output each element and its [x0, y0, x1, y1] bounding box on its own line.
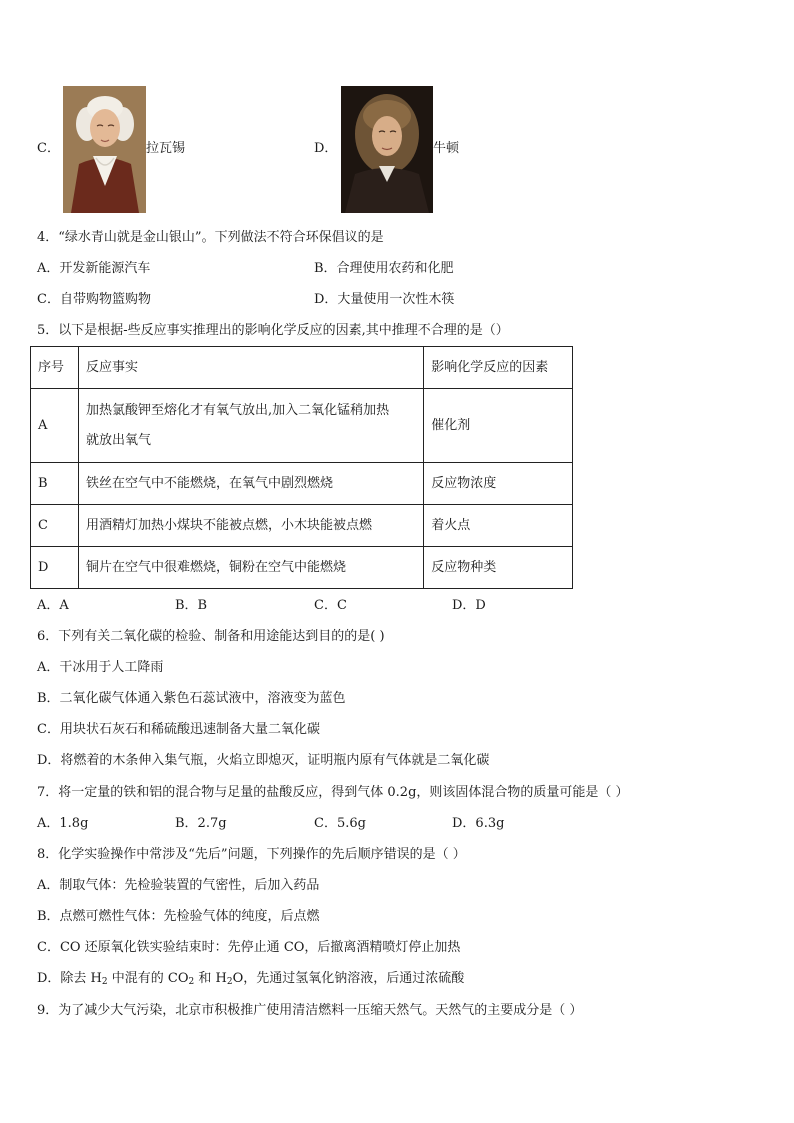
q5-stem: 5．以下是根据-些反应事实推理出的影响化学反应的因素,其中推理不合理的是（）: [37, 323, 509, 338]
row-factor: 催化剂: [424, 389, 573, 463]
row-fact-line1: 加热氯酸钾至熔化才有氧气放出,加入二氧化锰稍加热: [85, 402, 390, 418]
q3-option-d-name: 牛顿: [433, 141, 460, 156]
q7-option-b: B．2.7g: [175, 816, 227, 831]
row-factor: 反应物浓度: [424, 463, 573, 505]
q4-option-c: C．自带购物篮购物: [37, 292, 151, 307]
q9-stem: 9．为了减少大气污染，北京市积极推广使用清洁燃料一压缩天然气。天然气的主要成分是（ ）: [37, 1003, 583, 1018]
q6-option-c: C．用块状石灰石和稀硫酸迅速制备大量二氧化碳: [37, 722, 320, 737]
q4-option-d: D．大量使用一次性木筷: [314, 292, 455, 307]
row-fact: 用酒精灯加热小煤块不能被点燃，小木块能被点燃: [78, 505, 423, 547]
row-id: D: [31, 547, 79, 589]
q8-stem: 8．化学实验操作中常涉及“先后”问题，下列操作的先后顺序错误的是（ ）: [37, 847, 466, 862]
header-factor: 影响化学反应的因素: [424, 347, 573, 389]
q3-option-d-letter: D．: [314, 141, 338, 156]
q3-option-c-letter: C．: [37, 141, 60, 156]
header-fact: 反应事实: [78, 347, 423, 389]
table-header-row: [31, 347, 573, 389]
q8-option-b: B．点燃可燃性气体：先检验气体的纯度，后点燃: [37, 909, 320, 924]
q5-option-d: D．D: [452, 598, 486, 613]
q4-option-a: A．开发新能源汽车: [37, 261, 151, 276]
q7-option-a: A．1.8g: [37, 816, 89, 831]
q4-stem: 4．“绿水青山就是金山银山”。下列做法不符合环保倡议的是: [37, 230, 384, 245]
row-fact: 铜片在空气中很难燃烧，铜粉在空气中能燃烧: [78, 547, 423, 589]
q4-option-b: B．合理使用农药和化肥: [314, 261, 454, 276]
q7-stem: 7．将一定量的铁和铝的混合物与足量的盐酸反应，得到气体 0.2g，则该固体混合物的质量可能是（ ）: [37, 785, 629, 800]
row-id: B: [31, 463, 79, 505]
q8-option-a: A．制取气体：先检验装置的气密性，后加入药品: [37, 878, 320, 893]
lavoisier-portrait: [63, 86, 146, 213]
q5-table: [30, 346, 573, 589]
q7-option-d: D．6.3g: [452, 816, 505, 831]
q8-option-c: C．CO 还原氧化铁实验结束时：先停止通 CO，后撤离酒精喷灯停止加热: [37, 940, 461, 955]
q7-option-c: C．5.6g: [314, 816, 366, 831]
row-factor: 反应物种类: [424, 547, 573, 589]
table-row: [31, 463, 573, 505]
row-fact: 铁丝在空气中不能燃烧，在氧气中剧烈燃烧: [78, 463, 423, 505]
q3-option-c-name: 拉瓦锡: [146, 141, 186, 156]
q5-option-a: A．A: [37, 598, 69, 613]
q5-option-c: C．C: [314, 598, 347, 613]
row-id: A: [31, 389, 79, 463]
q8-option-d: D．除去 $H_2$ 中混有的 $CO_2$ 和 $H_2O$，先通过氢氧化钠溶液，后通过浓硫酸: [37, 971, 465, 987]
row-fact-line2: 就放出氧气: [85, 432, 151, 448]
q5-option-b: B．B: [175, 598, 208, 613]
header-id: 序号: [31, 347, 79, 389]
q6-option-a: A．干冰用于人工降雨: [37, 660, 164, 675]
q6-option-d: D．将燃着的木条伸入集气瓶，火焰立即熄灭，证明瓶内原有气体就是二氧化碳: [37, 753, 490, 768]
table-row: [31, 505, 573, 547]
q6-option-b: B．二氧化碳气体通入紫色石蕊试液中，溶液变为蓝色: [37, 691, 346, 706]
table-row: [31, 547, 573, 589]
row-fact: [78, 389, 423, 463]
table-row: [31, 389, 573, 463]
row-id: C: [31, 505, 79, 547]
q6-stem: 6．下列有关二氧化碳的检验、制备和用途能达到目的的是( ): [37, 629, 385, 644]
newton-portrait: [341, 86, 433, 213]
row-factor: 着火点: [424, 505, 573, 547]
